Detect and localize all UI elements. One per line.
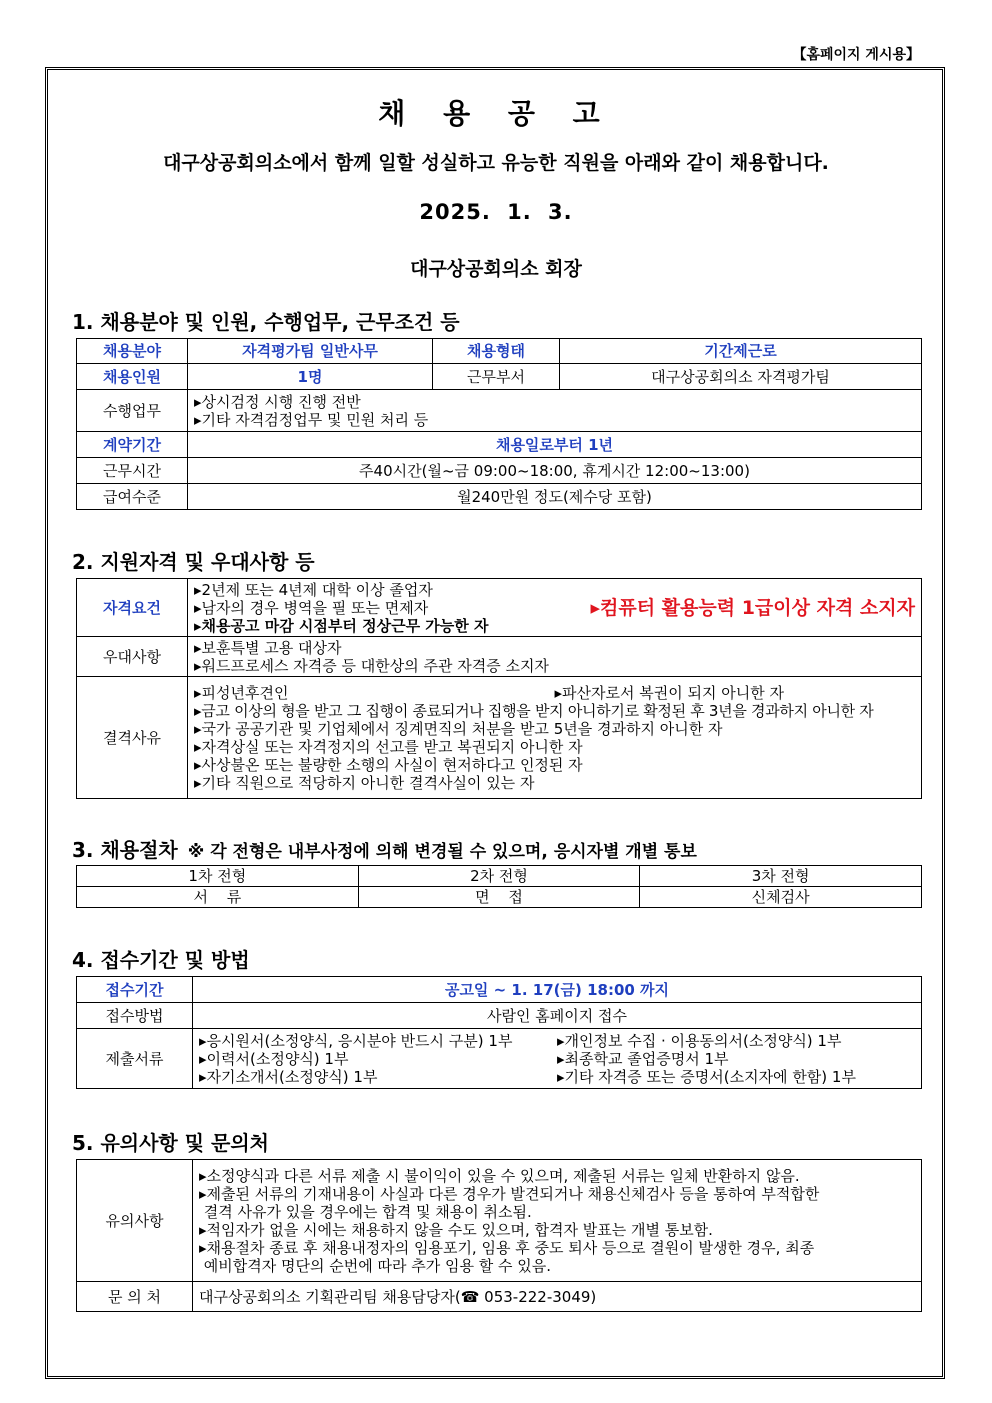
period-value: 공고일 ~ 1. 17(금) 18:00 까지 [193, 977, 922, 1003]
contact-value: 대구상공회의소 기획관리팀 채용담당자(☎ 053-222-3049) [193, 1282, 922, 1312]
dept-label: 근무부서 [433, 364, 560, 390]
section-3-note: ※ 각 전형은 내부사정에 의해 변경될 수 있으며, 응시자별 개별 통보 [187, 842, 697, 862]
qual-highlight: ▸컴퓨터 활용능력 1급이상 자격 소지자 [590, 596, 915, 619]
contract-label: 계약기간 [77, 432, 188, 458]
disq-item: ▸피성년후견인 [194, 683, 289, 702]
docs-label: 제출서류 [77, 1029, 193, 1089]
stage-content: 서 류 [77, 887, 359, 908]
page-title: 채 용 공 고 [378, 97, 614, 130]
method-value: 사람인 홈페이지 접수 [193, 1003, 922, 1029]
stage-content: 신체검사 [640, 887, 922, 908]
doc-item: ▸개인정보 수집 · 이용동의서(소정양식) 1부 [557, 1031, 842, 1050]
note-item: ▸채용절차 종료 후 채용내정자의 임용포기, 임용 후 중도 퇴사 등으로 결원이 발생한 경우, 최종 [199, 1238, 815, 1257]
contact-label: 문 의 처 [77, 1282, 193, 1312]
section-3-heading [72, 834, 697, 863]
field-value: 자격평가팀 일반사무 [188, 339, 433, 364]
note-item: ▸제출된 서류의 기재내용이 사실과 다른 경우가 발견되거나 채용신체검사 등을 통하여 부적합한 [199, 1184, 820, 1203]
pref-item: ▸보훈특별 고용 대상자 [194, 638, 342, 657]
type-value: 기간제근로 [560, 339, 922, 364]
pref-list [188, 637, 922, 677]
stage-content: 면 접 [358, 887, 640, 908]
disq-label: 결격사유 [77, 677, 188, 799]
note-item: 결격 사유가 있을 경우에는 합격 및 채용이 취소됨. [199, 1202, 532, 1221]
duty-item: ▸기타 자격검정업무 및 민원 처리 등 [194, 410, 429, 429]
notes-list [193, 1160, 922, 1282]
dept-value: 대구상공회의소 자격평가팀 [560, 364, 922, 390]
duty-item: ▸상시검정 시행 진행 전반 [194, 392, 361, 411]
section-2-heading: 2. 지원자격 및 우대사항 등 [72, 550, 315, 574]
section-4-heading: 4. 접수기간 및 방법 [72, 948, 250, 972]
section-5-heading: 5. 유의사항 및 문의처 [72, 1131, 269, 1155]
type-label: 채용형태 [433, 339, 560, 364]
qual-item: ▸남자의 경우 병역을 필 또는 면제자 [194, 598, 429, 617]
section-2-table [76, 578, 922, 799]
disq-item: ▸기타 직원으로 적당하지 아니한 결격사실이 있는 자 [194, 773, 535, 792]
disq-item: ▸파산자로서 복권이 되지 아니한 자 [554, 683, 784, 702]
disq-item: ▸국가 공공기관 및 기업체에서 징계면직의 처분을 받고 5년을 경과하지 아니한 자 [194, 719, 723, 738]
period-label: 접수기간 [77, 977, 193, 1003]
disq-list [188, 677, 922, 799]
section-1-table [76, 338, 922, 510]
note-item: ▸적임자가 없을 시에는 채용하지 않을 수도 있으며, 합격자 발표는 개별 통보함. [199, 1220, 713, 1239]
pref-label: 우대사항 [77, 637, 188, 677]
announcement-date: 2025. 1. 3. [419, 200, 573, 224]
subtitle: 대구상공회의소에서 함께 일할 성실하고 유능한 직원을 아래와 같이 채용합니다. [163, 152, 829, 174]
method-label: 접수방법 [77, 1003, 193, 1029]
pref-item: ▸워드프로세스 자격증 등 대한상의 주관 자격증 소지자 [194, 656, 549, 675]
qual-label: 자격요건 [77, 579, 188, 637]
posting-tag: 【홈페이지 게시용】 [792, 47, 920, 63]
duty-label: 수행업무 [77, 390, 188, 432]
note-item: ▸소정양식과 다른 서류 제출 시 불이익이 있을 수 있으며, 제출된 서류는 일체 반환하지 않음. [199, 1166, 800, 1185]
stage-header: 3차 전형 [640, 866, 922, 887]
hours-label: 근무시간 [77, 458, 188, 484]
note-item: 예비합격자 명단의 순번에 따라 추가 임용 할 수 있음. [199, 1256, 551, 1275]
qual-item: ▸채용공고 마감 시점부터 정상근무 가능한 자 [194, 616, 489, 635]
section-3-table [76, 865, 922, 908]
duty-list [188, 390, 922, 432]
pay-label: 급여수준 [77, 484, 188, 510]
count-value: 1명 [188, 364, 433, 390]
count-label: 채용인원 [77, 364, 188, 390]
field-label: 채용분야 [77, 339, 188, 364]
hours-value: 주40시간(월~금 09:00~18:00, 휴게시간 12:00~13:00) [188, 458, 922, 484]
pay-value: 월240만원 정도(제수당 포함) [188, 484, 922, 510]
section-1-heading: 1. 채용분야 및 인원, 수행업무, 근무조건 등 [72, 310, 460, 334]
stage-header: 1차 전형 [77, 866, 359, 887]
doc-item: ▸기타 자격증 또는 증명서(소지자에 한함) 1부 [557, 1067, 856, 1086]
doc-item: ▸응시원서(소정양식, 응시분야 반드시 구분) 1부 [199, 1031, 513, 1050]
contract-value: 채용일로부터 1년 [188, 432, 922, 458]
stage-header: 2차 전형 [358, 866, 640, 887]
qual-cell [188, 579, 922, 637]
section-3-title: 3. 채용절차 [72, 838, 178, 862]
disq-item: ▸사상불온 또는 불량한 소행의 사실이 현저하다고 인정된 자 [194, 755, 583, 774]
notes-label: 유의사항 [77, 1160, 193, 1282]
section-5-table [76, 1159, 922, 1312]
docs-list [193, 1029, 922, 1089]
doc-item: ▸자기소개서(소정양식) 1부 [199, 1067, 378, 1086]
qual-item: ▸2년제 또는 4년제 대학 이상 졸업자 [194, 580, 433, 599]
disq-item: ▸금고 이상의 형을 받고 그 집행이 종료되거나 집행을 받지 아니하기로 확정된 후 3년을 경과하지 아니한 자 [194, 701, 874, 720]
doc-item: ▸이력서(소정양식) 1부 [199, 1049, 349, 1068]
section-4-table [76, 976, 922, 1089]
issuer: 대구상공회의소 회장 [410, 258, 582, 280]
disq-item: ▸자격상실 또는 자격정지의 선고를 받고 복권되지 아니한 자 [194, 737, 583, 756]
doc-item: ▸최종학교 졸업증명서 1부 [557, 1049, 729, 1068]
